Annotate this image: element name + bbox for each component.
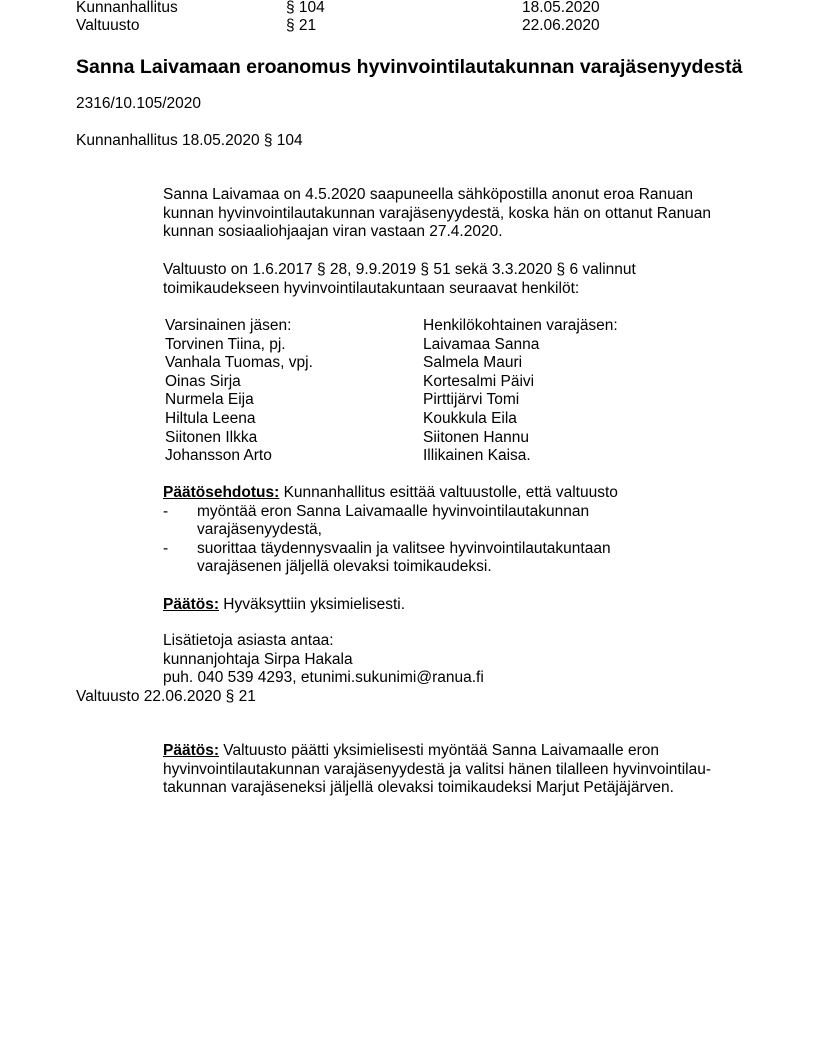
- proposal-item: [163, 540, 618, 577]
- document-title: Sanna Laivamaan eroanomus hyvinvointilautakunnan varajäsenyydestä: [76, 56, 743, 78]
- table-header-row: [165, 317, 618, 336]
- text-line: Lisätietoja asiasta antaa:: [163, 632, 334, 649]
- deputy-cell: Laivamaa Sanna: [423, 335, 540, 353]
- text-line: kunnanjohtaja Sirpa Hakala: [163, 650, 353, 668]
- decision-kunnanhallitus: [163, 596, 405, 615]
- contact-info: [163, 632, 484, 688]
- text-line: Valtuusto on 1.6.2017 § 28, 9.9.2019 § 51 sekä 3.3.2020 § 6 valinnut: [163, 261, 636, 278]
- header-section: § 21: [286, 17, 317, 34]
- table-row: [165, 354, 618, 373]
- paragraph-council: [163, 261, 636, 298]
- text-line: toimikaudekseen hyvinvointilautakuntaan seuraavat henkilöt:: [163, 279, 580, 297]
- text-line: puh. 040 539 4293, etunimi.sukunimi@ranua.fi: [163, 669, 484, 687]
- record-number: 2316/10.105/2020: [76, 95, 201, 112]
- valtuusto-heading: Valtuusto 22.06.2020 § 21: [76, 688, 256, 705]
- table-row: [165, 336, 618, 355]
- header-body: Kunnanhallitus: [76, 0, 178, 16]
- header-date: 22.06.2020: [522, 17, 600, 34]
- member-cell: Siitonen Ilkka: [165, 428, 258, 446]
- members-table: [165, 317, 618, 466]
- text-line: kunnan hyvinvointilautakunnan varajäsenyydestä, koska hän on ottanut Ranuan: [163, 204, 712, 222]
- member-cell: Hiltula Leena: [165, 409, 256, 427]
- proposal-item: [163, 503, 618, 540]
- proposal-text: Kunnanhallitus esittää valtuustolle, että valtuusto: [279, 484, 618, 501]
- table-row: [165, 410, 618, 429]
- member-cell: Torvinen Tiina, pj.: [165, 335, 286, 353]
- text-line: suorittaa täydennysvaalin ja valitsee hyvinvointilautakuntaan: [197, 539, 611, 557]
- deputy-cell: Koukkula Eila: [423, 409, 517, 427]
- header-section: § 104: [286, 0, 325, 16]
- text-line: takunnan varajäseneksi jäljellä olevaksi toimikaudeksi Marjut Petäjäjärven.: [163, 779, 674, 797]
- text-line: varajäsenyydestä,: [197, 521, 322, 539]
- column-header: Varsinainen jäsen:: [165, 317, 292, 334]
- deputy-cell: Illikainen Kaisa.: [423, 447, 531, 465]
- header-body: Valtuusto: [76, 17, 140, 34]
- text-line: kunnan sosiaaliohjaajan viran vastaan 27.4.2020.: [163, 223, 503, 241]
- member-cell: Vanhala Tuomas, vpj.: [165, 354, 313, 372]
- text-line: hyvinvointilautakunnan varajäsenyydestä ja valitsi hänen tilalleen hyvinvointilau-: [163, 760, 711, 778]
- member-cell: Nurmela Eija: [165, 391, 254, 409]
- member-cell: Oinas Sirja: [165, 372, 241, 390]
- text-line: Sanna Laivamaa on 4.5.2020 saapuneella sähköpostilla anonut eroa Ranuan: [163, 186, 693, 203]
- table-row: [165, 429, 618, 448]
- kunnanhallitus-heading: Kunnanhallitus 18.05.2020 § 104: [76, 132, 303, 149]
- column-header: Henkilökohtainen varajäsen:: [423, 317, 618, 334]
- proposal-label: Päätösehdotus:: [163, 484, 280, 501]
- deputy-cell: Salmela Mauri: [423, 354, 523, 372]
- decision-label: Päätös:: [163, 742, 219, 759]
- table-row: [165, 373, 618, 392]
- dash-bullet: -: [163, 539, 169, 557]
- paragraph-application: [163, 186, 711, 242]
- header-date: 18.05.2020: [522, 0, 600, 16]
- text-line: myöntää eron Sanna Laivamaalle hyvinvointilautakunnan: [197, 502, 590, 520]
- deputy-cell: Siitonen Hannu: [423, 428, 529, 446]
- table-row: [165, 447, 618, 466]
- dash-bullet: -: [163, 502, 169, 520]
- text-line: varajäsenen jäljellä olevaksi toimikaudeksi.: [197, 558, 492, 576]
- decision-text: Hyväksyttiin yksimielisesti.: [219, 596, 406, 613]
- decision-valtuusto: [163, 742, 711, 798]
- table-row: [165, 391, 618, 410]
- proposal-section: [163, 484, 618, 577]
- deputy-cell: Pirttijärvi Tomi: [423, 391, 520, 409]
- text-line: Valtuusto päätti yksimielisesti myöntää Sanna Laivamaalle eron: [219, 742, 659, 759]
- decision-label: Päätös:: [163, 596, 219, 613]
- deputy-cell: Kortesalmi Päivi: [423, 372, 535, 390]
- member-cell: Johansson Arto: [165, 447, 272, 465]
